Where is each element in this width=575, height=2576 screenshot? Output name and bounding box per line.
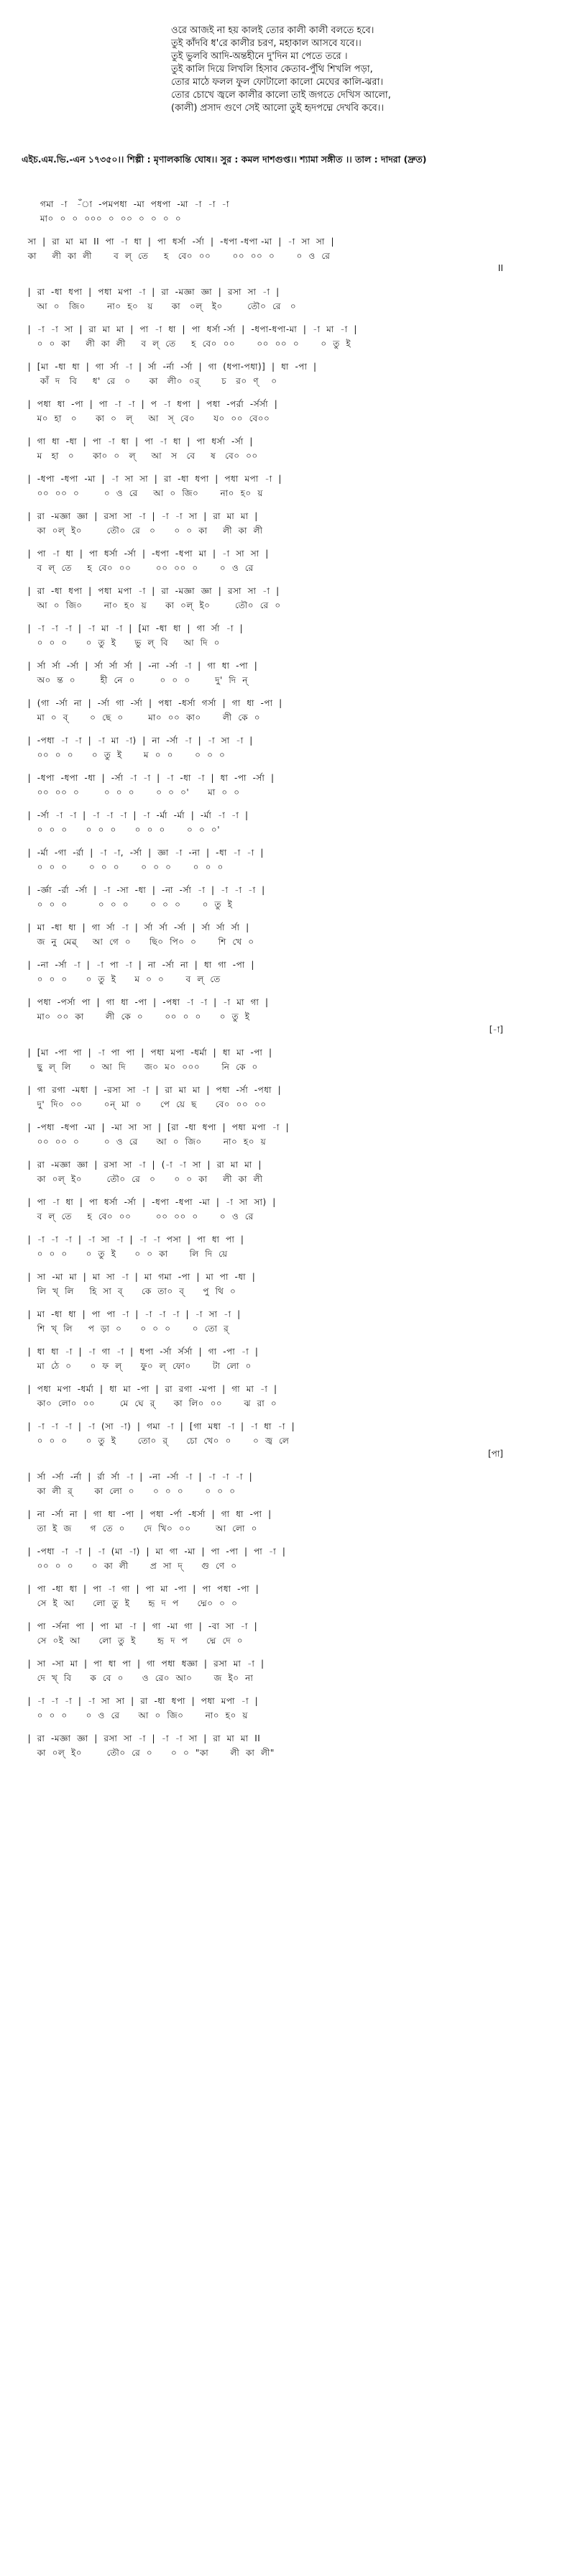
lyric-syllable-row: ০০ ০০ ০ ০ ও রে আ ০ জি০ না০ হ০ য় (22, 488, 263, 498)
swara-row: | রা -ধা ধপা | পধা মপা -া | রা -মজ্ঞা জ্ঞা | রসা সা -া | (22, 586, 280, 596)
lyric-syllable-row: ০ ০ ০ ০ তু ই ম ০ ০ ব ল্ তে (22, 974, 221, 984)
swara-row: | -না -র্সা -া | -া পা -া | না -র্সা না | ধা গা -পা | (22, 960, 254, 970)
lyric-syllable-row: মা০ ০ ০ ০০০ ০ ০০ ০ ০ ০ ০ (22, 214, 182, 224)
swara-row: | র্সা র্সা -র্সা | র্সা র্সা র্সা | -না -র্সা -া | গা ধা -পা | (22, 661, 258, 671)
swara-row: | সা -সা মা | পা ধা পা | গা পধা ধজ্ঞা | রসা মা -া | (22, 1659, 264, 1669)
lyric-syllable-row: কা ০ল্ ই০ তৌ০ রে ০ ০ ০ "কা লী কা লী" (22, 1748, 275, 1758)
swara-row: গমা -া -ঁা -পমপধা -মা পধপা -মা -া -া -া (22, 199, 229, 209)
lyrics-line: তুই কাঁদবি ধ'রে কালীর চরণ, মহাকাল আসবে যবে।। (171, 38, 362, 49)
swara-row: | -ধপা -ধপা -মা | -া সা সা | রা -ধা ধপা | পধা মপা -া | (22, 474, 282, 484)
section-marker: II (497, 263, 503, 273)
swara-row: | রা -মজ্ঞা জ্ঞা | রসা সা -া | -া -া সা | রা মা মা | (22, 511, 258, 521)
swara-row: | পা -র্সনা পা | পা মা -া | গা -মা গা | -বা সা -া | (22, 1621, 258, 1631)
lyric-syllable-row: ব ল্ তে হ বে০ ০০ ০০ ০০ ০ ০ ও রে (22, 563, 254, 573)
lyrics-line: তোর মাঠে ফলল ফুল ফোটালো কালো মেঘের কালি-ঝরা। (171, 77, 383, 88)
section-marker: [-া] (489, 1025, 503, 1035)
lyric-syllable-row: শি খ্ লি প ড়া ০ ০ ০ ০ ০ তো র্ (22, 1324, 229, 1334)
lyrics-line: তোর চোখে জ্বলে কালীর কালো তাই জগতে দেখিস আলো, (171, 90, 391, 101)
lyric-syllable-row: কা ০ল্ ই০ তৌ০ রে ০ ০ ০ কা লী কা লী (22, 526, 263, 536)
swara-row: | গা রগা -মধা | -রসা সা -া | রা মা মা | পধা -র্সা -পধা | (22, 1085, 282, 1095)
lyric-syllable-row: ০ ০ ০ ০ ও রে আ ০ জি০ না০ হ০ য় (22, 1710, 248, 1720)
swara-row: | -পধা -ধপা -মা | -মা সা সা | [রা -ধা ধপা | পধা মপা -া | (22, 1122, 290, 1132)
lyric-syllable-row: ০ ০ ০ ০ ০ ০ ০ ০ ০ ০ তু ই (22, 899, 233, 909)
lyric-syllable-row: মা ০ ব্ ০ ছে ০ মা০ ০০ কা০ লী কে ০ (22, 712, 261, 723)
lyric-syllable-row: জ নু মেৱ্ আ গে ০ ছি০ পি০ ০ শি খে ০ (22, 937, 254, 947)
lyrics-line: তুই ভুলবি আদি-অন্তহীনে দু'দিন মা পেতে তরে । (171, 51, 348, 62)
swara-row: | -া -া -া | -া মা -া | [মা -ধা ধা | গা র্সা -া | (22, 623, 244, 633)
lyric-syllable-row: সে ই আ লো তু ই হৃ দ প দ্মে০ ০ ০ (22, 1598, 238, 1608)
lyric-syllable-row: কা লী কা লী ব ল্ তে হ বে০ ০০ ০০ ০০ ০ ০ ও রে (22, 251, 331, 261)
swara-row: | পধা ধা -পা | পা -া -া | প -া ধপা | পধা -পর্রা -র্সর্সা | (22, 399, 278, 409)
lyric-syllable-row: আ ০ জি০ না০ হ০ য় কা ০ল্ ই০ তৌ০ রে ০ (22, 301, 297, 311)
swara-row: | রা -ধা ধপা | পধা মপা -া | রা -মজ্ঞা জ্ঞা | রসা সা -া | (22, 287, 280, 297)
swara-row: | র্সা -র্সা -র্না | র্রা র্সা -া | -না -র্সা -া | -া -া -া | (22, 1472, 253, 1482)
lyrics-line: (কালী) প্রসাদ গুণে সেই আলো তুই হৃদপদ্মে দেখবি কবে।। (171, 103, 385, 114)
lyric-syllable-row: ০০ ০০ ০ ০ ০ ০ ০ ০ ০' মা ০ ০ (22, 787, 240, 797)
lyric-syllable-row: লি খ্ লি হি সা ব্ কে তা০ ব্ পু থি ০ (22, 1286, 236, 1296)
swara-row: | রা -মজ্ঞা জ্ঞা | রসা সা -া | (-া -া সা | রা মা মা | (22, 1160, 262, 1170)
swara-row: সা | রা মা মা II পা -া ধা | পা ধর্সা -র্সা | -ধপা -ধপা -মা | -া সা সা | (22, 237, 335, 247)
lyric-syllable-row: সে ০ই আ লো তু ই হৃ দ প দ্মে দে ০ (22, 1636, 244, 1646)
lyric-syllable-row: অ০ ন্ত ০ হী নে ০ ০ ০ ০ দু' দি ন্ (22, 675, 248, 685)
lyric-syllable-row: কা লী র্ কা লো ০ ০ ০ ০ ০ ০ ০ (22, 1486, 236, 1496)
lyric-syllable-row: ০০ ০ ০ ০ কা লী প্র সা দ্ গু ণে ০ (22, 1561, 237, 1571)
lyric-syllable-row: ম০ হা ০ কা ০ ল্ আ স্ বে০ য০ ০০ বে০০ (22, 413, 270, 423)
lyric-syllable-row: ০ ০ কা লী কা লী ব ল্ তে হ বে০ ০০ ০০ ০০ ০ ০ তু ই (22, 339, 351, 349)
lyric-syllable-row: ০০ ০ ০ ০ তু ই ম ০ ০ ০ ০ ০ (22, 750, 226, 760)
lyric-syllable-row: কা০ লো০ ০০ মে ঘে র্ কা লি০ ০০ ঝ রা ০ (22, 1398, 277, 1408)
lyric-syllable-row: ০ ০ ০ ০ তু ই ভু ল্ বি আ দি ০ (22, 638, 220, 648)
lyrics-line: তুই কালি দিয়ে লিখলি হিসাব কেতাব-পুঁথি শিখলি পড়া, (171, 64, 373, 75)
swara-row: | -র্জ্ঞা -র্রা -র্সা | -া -সা -ধা | -না -র্সা -া | -া -া -া | (22, 885, 265, 895)
swara-row: | -া -া -া | -া (সা -া) | গমা -া | [গা মধা -া | -া ধা -া | (22, 1421, 295, 1431)
lyric-syllable-row: তা ই জ গ তে ০ দে খি০ ০০ আ লো ০ (22, 1523, 257, 1534)
swara-row: | -া -া -া | -া সা সা | রা -ধা ধপা | পধা মপা -া | (22, 1696, 259, 1706)
lyric-syllable-row: ব ল্ তে হ বে০ ০০ ০০ ০০ ০ ০ ও রে (22, 1211, 254, 1221)
lyric-syllable-row: ০ ০ ০ ০ ০ ০ ০ ০ ০ ০ ০ ০' (22, 825, 221, 835)
song-lyrics (171, 24, 545, 115)
swara-row: | -পধা -া -া | -া মা -া) | না -র্সা -া | -া সা -া | (22, 735, 253, 746)
lyric-syllable-row: ০ ০ ০ ০ ০ ০ ০ ০ ০ ০ ০ ০ (22, 862, 224, 872)
lyric-syllable-row: কা ০ল্ ই০ তৌ০ রে ০ ০ ০ কা লী কা লী (22, 1174, 263, 1184)
swara-row: | -র্সা -া -া | -া -া -া | -া -র্মা -র্মা | -র্মা -া -া | (22, 810, 249, 820)
swara-row: | -র্মা -গা -র্রা | -া -া, -র্সা | জ্ঞা -া -না | -ধা -া -া | (22, 848, 264, 858)
swara-row: | ধা ধা -া | -া গা -া | ধপা -র্সা র্সর্সা | গা -পা -া | (22, 1347, 259, 1357)
lyric-syllable-row: কাঁ দ বি ধ' রে ০ কা লী০ ০র্ চ র০ ণ্ ০ (22, 376, 277, 386)
swara-row: | পধা -পর্সা পা | গা ধা -পা | -পধা -া -া | -া মা গা | (22, 997, 269, 1007)
swara-row: | সা -মা মা | মা সা -া | মা গমা -পা | মা পা -ধা | (22, 1272, 256, 1282)
swara-row: | -া -া -া | -া সা -া | -া -া পসা | পা ধা পা | (22, 1234, 244, 1245)
swara-row: | মা -ধা ধা | পা পা -া | -া -া -া | -া সা -া | (22, 1309, 241, 1319)
lyric-syllable-row: মা০ ০০ কা লী কে ০ ০০ ০ ০ ০ তু ই (22, 1012, 250, 1022)
lyric-syllable-row: আ ০ জি০ না০ হ০ য় কা ০ল্ ই০ তৌ০ রে ০ (22, 600, 281, 610)
lyric-syllable-row: ০ ০ ০ ০ তু ই তো০ র্ চো খে০ ০ ০ জ্ব লে (22, 1436, 290, 1446)
lyric-syllable-row: ছু ল্ লি ০ আ দি জ০ ম০ ০০০ নি কে ০ (22, 1062, 258, 1072)
swara-row: | পা -ধা ধা | পা -া গা | পা মা -পা | পা পধা -পা | (22, 1584, 259, 1594)
swara-row: | পা -া ধা | পা ধর্সা -র্সা | -ধপা -ধপা -মা | -া সা সা) | (22, 1197, 276, 1207)
swara-row: | রা -মজ্ঞা জ্ঞা | রসা সা -া | -া -া সা | রা মা মা II (22, 1733, 261, 1743)
lyric-syllable-row: মা ঠে ০ ০ ফ ল্ ফু০ ল্ ফো০ টা লো ০ (22, 1361, 252, 1371)
swara-row: | [মা -ধা ধা | গা র্সা -া | র্সা -র্না -র্সা | গা (ধপা-পধা)] | ধা -পা | (22, 362, 317, 372)
swara-row: | মা -ধা ধা | গা র্সা -া | র্সা র্সা -র্সা | র্সা র্সা র্সা | (22, 922, 249, 932)
swara-row: | -ধপা -ধপা -ধা | -র্সা -া -া | -া -ধা -া | ধা -পা -র্সা | (22, 773, 275, 783)
lyric-syllable-row: ০ ০ ০ ০ তু ই ০ ০ কা লি দি য়ে (22, 1249, 228, 1259)
lyric-syllable-row: ০০ ০০ ০ ০ ও রে আ ০ জি০ না০ হ০ য় (22, 1137, 267, 1147)
swara-row: | [মা -পা পা | -া পা পা | পধা মপা -ধর্মা | ধা মা -পা | (22, 1048, 272, 1058)
swara-row: | পধা মপা -ধর্মা | ধা মা -পা | রা রগা -মপা | গা মা -া | (22, 1384, 277, 1394)
swaralipi-notation (22, 188, 561, 1760)
lyric-syllable-row: ম হা ০ কা০ ০ ল্ আ স বে ষ বে০ ০০ (22, 451, 258, 461)
swara-row: | গা ধা -ধা | পা -া ধা | পা -া ধা | পা ধর্সা -র্সা | (22, 436, 253, 446)
swara-row: | (গা -র্সা না | -র্সা গা -র্সা | পধা -ধর্সা গর্সা | গা ধা -পা | (22, 698, 282, 708)
swara-row: | না -র্সা না | গা ধা -পা | পধা -র্পা -ধর্সা | গা ধা -পা | (22, 1509, 272, 1519)
swara-row: | -পধা -া -া | -া (মা -া) | মা গা -মা | পা -পা | পা -া | (22, 1546, 286, 1557)
recording-metadata: এইচ.এম.ভি.-এন ১৭৩৫০।। শিল্পী : মৃণালকান্তি ঘোষ।। সুর : কমল দাশগুপ্ত।। শ্যামা সঙ্গীত ।। তাল : দাদরা (দ্রুত) (22, 154, 427, 165)
swara-row: | পা -া ধা | পা ধর্সা -র্সা | -ধপা -ধপা মা | -া সা সা | (22, 549, 269, 559)
lyrics-line: ওরে আজই না হয় কালই তোর কালী কালী বলতে হবে। (171, 25, 374, 36)
swara-row: | -া -া সা | রা মা মা | পা -া ধা | পা ধর্সা -র্সা | -ধপা-ধপা-মা | -া মা -া | (22, 324, 357, 334)
lyric-syllable-row: দু' দি০ ০০ ০ন্ মা ০ পে য়ে ছ বে০ ০০ ০০ (22, 1099, 267, 1109)
lyric-syllable-row: দে খ্ বি ক বে ০ ও রে০ আ০ জ ই০ না (22, 1673, 254, 1683)
section-marker: [পা] (488, 1449, 503, 1459)
